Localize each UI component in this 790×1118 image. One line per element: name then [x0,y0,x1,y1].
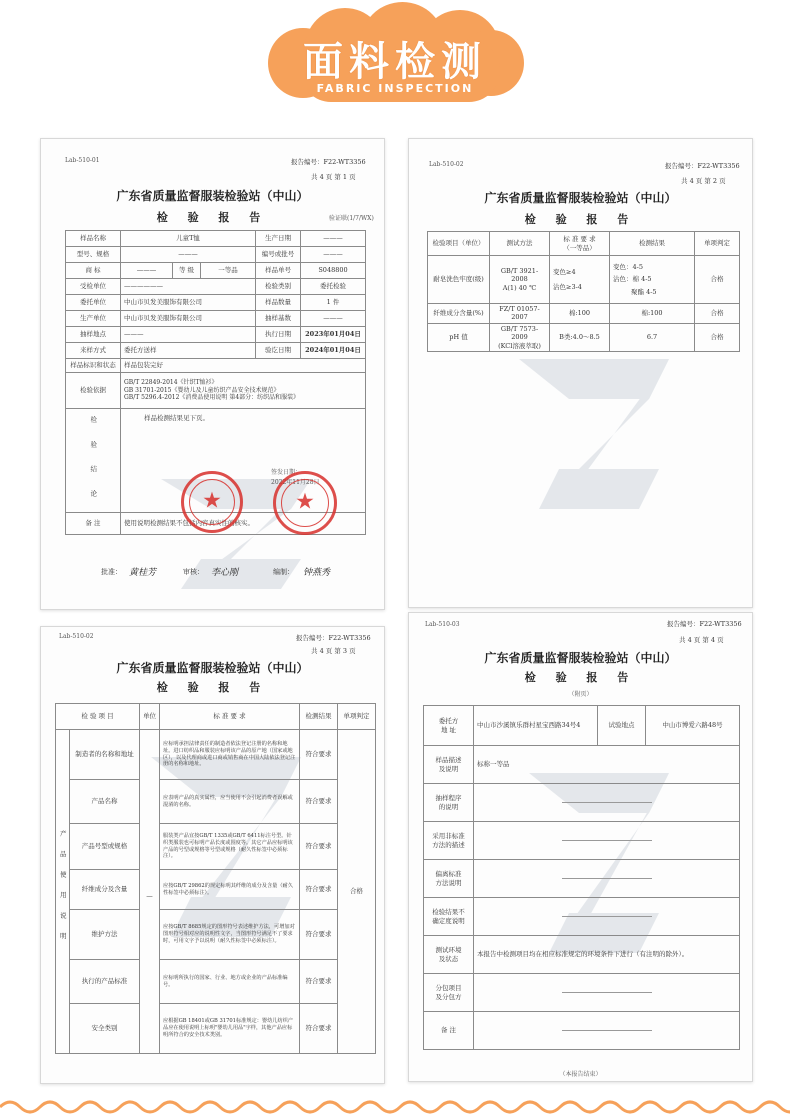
item-cell: 纤维成分含量(%) [428,304,490,324]
cell-label: 抽样地点 [66,327,121,343]
cell-label: 商 标 [66,263,121,279]
col-header: 检测结果 [300,704,338,730]
cell-label: 编号或批号 [256,247,301,263]
result-cell: 6.7 [610,323,695,351]
col-header: 单位 [140,704,160,730]
cell-label: 样品名称 [66,231,121,247]
cell-value: ——— [121,327,256,343]
cell-value: 中山市贝发美服饰有限公司 [121,311,256,327]
watermark-logo [499,349,679,519]
result-cell: 符合要求 [300,870,338,910]
lab-code: Lab-510-02 [59,633,94,640]
cell-label: 委托单位 [66,295,121,311]
blank-cell [474,822,740,860]
basis-item: GB/T 5296.4-2012《消费品使用说明 第4部分：纺织品和服装》 [124,394,300,402]
cell-value: 2024年01月04日 [301,343,366,359]
page-count: 共 4 页 第 3 页 [311,647,356,655]
report-page-2 [408,138,753,608]
req-cell [550,256,610,304]
cell-label: 检验类别 [256,279,301,295]
cell-value: 中山市贝发美服饰有限公司 [121,295,256,311]
cell-label: 测试环境 及状态 [424,936,474,974]
header-title: 面料检测 [303,39,487,85]
cell-value: S048800 [301,263,366,279]
cell-value: 使用说明检测结果不包括内容真实性的核实。 [121,513,366,535]
cell-value: —————— [121,279,256,295]
page-count: 共 4 页 第 2 页 [681,177,726,185]
result-line: 变色：4-5 [613,262,643,271]
page-count: 共 4 页 第 1 页 [311,173,356,181]
result-line: 聚酯 4-5 [631,287,657,296]
appendix-label: （附页） [568,691,593,698]
blank-cell [474,860,740,898]
item-cell: 安全类别 [70,1004,140,1054]
report-page-1 [40,138,385,610]
cell-value: 中山市沙溪镇乐群村星宝西路34号4 [474,706,598,746]
result-cell: 符合要求 [300,824,338,870]
method-cell: FZ/T 01057-2007 [490,304,550,324]
col-header: 标 准 要 求 [160,704,300,730]
col-header: 测试方法 [490,232,550,256]
report-number: 报告编号：F22-WT3356 [665,162,740,170]
req-cell: 棉:100 [550,304,610,324]
cell-value: 样品包装完好 [121,359,366,373]
cell-value: 本报告中检测项目均在相应标准规定的环境条件下进行（有注明的除外）。 [474,936,740,974]
results-table [427,231,740,352]
col-header: 单项判定 [695,232,740,256]
req-cell: 应标明承担法律责任的制造者依法登记注册的名称和地址。进口纺织品和服装应标明该产品的原产地（国家或地区），以及代理商或进口商或销售商在中国大陆依法登记注册的名称和地址。 [160,730,300,780]
item-cell: 制造者的名称和地址 [70,730,140,780]
req-cell: 应标明所执行的国家、行业、地方或企业的产品标准编号。 [160,960,300,1004]
result-cell: 符合要求 [300,960,338,1004]
stamp-seal: ★ [273,471,337,535]
result-cell: 棉:100 [610,304,695,324]
header-badge [0,0,790,120]
req-cell: 服装类产品宜按GB/T 1335或GB/T 6411标注号型。针织类服装也可标明产品长度或围度等。其它产品应标明该产品的号型或规格等号型或规格（耐久性标签中必须标注）。 [160,824,300,870]
station-name: 广东省质量监督服装检验站（中山） [484,651,677,665]
cell-label: 来样方式 [66,343,121,359]
unit-cell [140,730,160,1054]
lab-code: Lab-510-02 [429,161,464,168]
cell-label: 分包项目 及分包方 [424,974,474,1012]
item-cell: 维护方法 [70,910,140,960]
station-name: 广东省质量监督服装检验站（中山） [484,191,677,205]
cell-value: ——— [301,247,366,263]
cell-label: 检 验 结 论 [66,409,121,513]
unit-dash: — [146,891,153,900]
cell-label: 检验结果不 确定度说明 [424,898,474,936]
appendix-table [423,705,740,1050]
cell-value: ——— [121,247,256,263]
report-title: 检 验 报 告 [524,671,637,684]
blank-cell [474,898,740,936]
blank-cell [474,784,740,822]
req-line: 变色≥4 [553,268,576,277]
basis-item: GB/T 22849-2014《针织T恤衫》 [124,378,218,386]
col-header: 检验项目（单位） [428,232,490,256]
group-label: 产品使用说明 [56,730,70,1054]
station-name: 广东省质量监督服装检验站（中山） [116,189,309,203]
lab-code: Lab-510-03 [425,621,460,628]
report-page-4 [408,612,753,1082]
cell-label: 样品标识和状态 [66,359,121,373]
cell-value: 委托检验 [301,279,366,295]
col-header: 检测结果 [610,232,695,256]
cell-label: 受检单位 [66,279,121,295]
report-title: 检 验 报 告 [524,213,637,226]
cell-label: 委托方 地 址 [424,706,474,746]
approve-label: 批准： [101,568,122,576]
basis-list [121,373,366,409]
cell-label: 型号、规格 [66,247,121,263]
cell-label: 样品描述 及说明 [424,746,474,784]
method-cell: GB/T 3921-2008 A(1) 40 ℃ [490,256,550,304]
stamp-seal: ★ [181,471,243,533]
cell-label: 样品数量 [256,295,301,311]
item-cell: 执行的产品标准 [70,960,140,1004]
cell-value: ——— [301,311,366,327]
report-number: 报告编号：F22-WT3356 [291,158,366,166]
judge-cell: 合格 [695,304,740,324]
report-number: 报告编号：F22-WT3356 [296,634,371,642]
cell-label: 采用非标准 方法的描述 [424,822,474,860]
cell-value: 委托方送样 [121,343,256,359]
cell-value: 中山市博爱六路48号 [646,706,740,746]
result-cell [610,256,695,304]
review-label: 审核： [183,568,204,576]
cell-value: 标称一等品 [474,746,740,784]
footer-wave [0,1095,790,1118]
result-line: 沾色：棉 4-5 [613,275,652,284]
col-header: 标 准 要 求 （一等品） [550,232,610,256]
report-page-3 [40,626,385,1084]
cell-value: ——— [121,263,173,279]
cell-label: 抽样程序 的说明 [424,784,474,822]
cell-label: 试验地点 [598,706,646,746]
cell-label: 检验依据 [66,373,121,409]
item-cell: 耐皂洗色牢度(级) [428,256,490,304]
cell-value: ——— [301,231,366,247]
req-cell: 应按GB/T 8685规定的图形符号表述维护方法，可增加对图形符号相对应的说明性文字，当图形符号满足不了要求时，可用文字予以说明（耐久性标签中必须标注）。 [160,910,300,960]
judge-cell: 合格 [695,323,740,351]
edit-label: 编制： [273,568,294,576]
cell-value: 1 件 [301,295,366,311]
cell-label: 抽样基数 [256,311,301,327]
edit-signature: 钟燕秀 [303,568,331,578]
approve-signature: 黄桂芳 [129,568,157,578]
cell-label: 生产日期 [256,231,301,247]
col-header: 单项判定 [338,704,376,730]
item-cell: pH 值 [428,323,490,351]
report-number: 报告编号：F22-WT3356 [667,620,742,628]
cell-label: 备 注 [66,513,121,535]
col-header: 检 验 项 目 [56,704,140,730]
judge-cell: 合格 [695,256,740,304]
lab-code: Lab-510-01 [65,157,100,164]
cell-label: 备 注 [424,1012,474,1050]
result-cell: 符合要求 [300,1004,338,1054]
cell-label: 偏离标准 方法说明 [424,860,474,898]
cell-label: 执行日期 [256,327,301,343]
method-cell: GB/T 7573-2009 (KCl溶液萃取) [490,323,550,351]
req-line: 沾色≥3-4 [553,282,582,291]
cell-label: 样品单号 [256,263,301,279]
station-name: 广东省质量监督服装检验站（中山） [116,661,309,675]
blank-cell [474,974,740,1012]
item-cell: 产品号型或规格 [70,824,140,870]
judge-cell: 合格 [338,730,376,1054]
item-cell: 产品名称 [70,780,140,824]
cell-label: 生产单位 [66,311,121,327]
req-cell: B类:4.0～8.5 [550,323,610,351]
result-cell: 符合要求 [300,730,338,780]
review-signature: 李心刚 [211,568,239,578]
result-cell: 符合要求 [300,910,338,960]
cell-value: 一等品 [201,263,256,279]
req-cell: 应按GB/T 29862的规定标明其纤维的成分及含量（耐久性标签中必须标注）。 [160,870,300,910]
cell-value: 2023年01月04日 [301,327,366,343]
cell-label: 验讫日期 [256,343,301,359]
cell-value: 儿童T恤 [121,231,256,247]
issue-label: 签发日期： [271,469,302,476]
report-title: 检 验 报 告 [156,211,269,224]
report-title: 检 验 报 告 [156,681,269,694]
basis-item: GB 31701-2015《婴幼儿及儿童纺织产品安全技术规范》 [124,386,280,394]
report-end: （本报告结束） [559,1071,602,1078]
result-cell: 符合要求 [300,780,338,824]
form-number: 验证联(1/7/WX) [329,215,374,222]
conclusion-text: 样品检测结果见下页。 [144,414,209,422]
item-cell: 纤维成分及含量 [70,870,140,910]
page-count: 共 4 页 第 4 页 [679,636,724,644]
blank-cell [474,1012,740,1050]
issue-date: 2022年11月28日 [271,479,320,486]
label-check-table [55,703,376,1054]
req-cell: 应表明产品的真实属性，应当使用不会引起消费者误解或混淆的名称。 [160,780,300,824]
header-subtitle: FABRIC INSPECTION [316,82,474,95]
req-cell: 应根据GB 18401或GB 31701标准规定：婴幼儿纺织产品应在使用说明上标明"婴幼儿用品"字样，其他产品应标明所符合的安全技术类别。 [160,1004,300,1054]
cell-label: 等 级 [173,263,201,279]
